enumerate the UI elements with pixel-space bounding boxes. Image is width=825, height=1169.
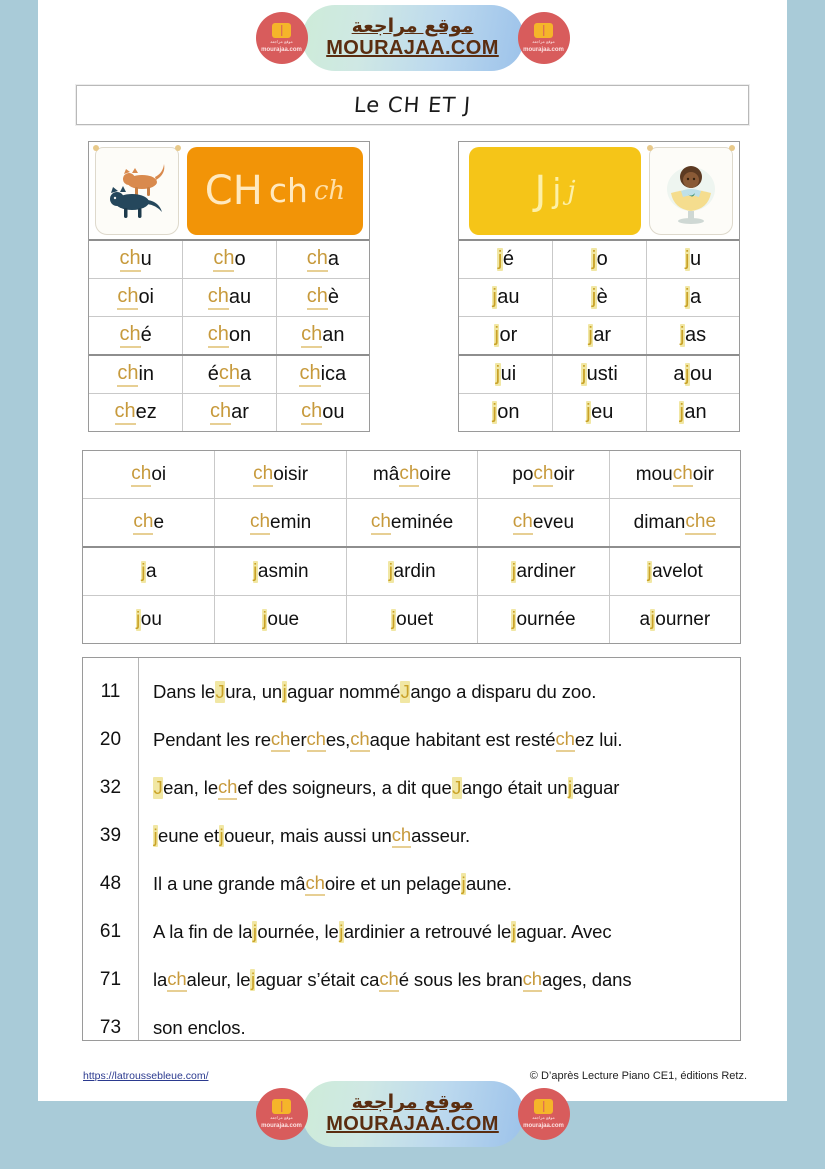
page-title: Le CH ET J (353, 93, 472, 117)
syllable-cell[interactable] (552, 356, 645, 393)
syllable-cell[interactable] (182, 279, 275, 316)
highlighted-grapheme: j (339, 921, 344, 942)
syllable-cell[interactable] (276, 317, 369, 354)
syllable-prefix: a (639, 608, 651, 630)
word-cell[interactable] (477, 499, 608, 546)
syllable-cell[interactable] (276, 279, 369, 316)
syllable-rest: ez (135, 401, 157, 423)
syllable-rest: an (322, 324, 345, 346)
word-cell[interactable] (346, 596, 477, 643)
syllable-rest: é (502, 248, 514, 270)
syllable-rest: e (153, 511, 165, 533)
syllable-rest: ardiner (516, 560, 576, 582)
syllable-rest: o (234, 248, 246, 270)
badge-arabic-label: موقع مراجعة (270, 1115, 293, 1121)
passage-line-number: 11 (100, 681, 121, 702)
passage-text: ango était un (461, 777, 568, 798)
highlighted-grapheme: j (591, 286, 597, 308)
passage-text: ez lui. (574, 729, 623, 750)
syllable-rest: ar (231, 401, 249, 423)
word-row (83, 451, 740, 498)
word-cell[interactable] (214, 548, 345, 595)
word-row (83, 595, 740, 643)
highlighted-grapheme: J (452, 777, 462, 798)
passage-line (153, 860, 732, 908)
highlighted-grapheme: j (650, 608, 655, 630)
highlighted-grapheme: j (141, 560, 146, 582)
highlighted-grapheme: j (679, 401, 684, 423)
badge-site-label: mourajaa.com (261, 1122, 302, 1129)
passage-text: son enclos. (153, 1017, 246, 1038)
syllable-rest: è (327, 286, 339, 308)
highlighted-grapheme: ch (392, 824, 411, 848)
syllable-rest: as (684, 324, 707, 346)
highlighted-grapheme: J (215, 681, 225, 702)
syllable-cell[interactable] (89, 241, 182, 278)
highlighted-grapheme: ch (371, 511, 391, 535)
passage-text: oueur, mais aussi un (224, 825, 392, 846)
syllable-cell[interactable] (89, 356, 182, 393)
syllable-rest: a (327, 248, 339, 270)
highlighted-grapheme: j (495, 363, 501, 385)
watermark-arabic: موقع مراجعة (351, 15, 474, 38)
syllable-rest: oir (553, 463, 575, 485)
passage-line-number: 73 (99, 1017, 122, 1038)
highlighted-grapheme: j (253, 560, 258, 582)
highlighted-grapheme: ch (350, 728, 369, 752)
syllable-cell[interactable] (182, 317, 275, 354)
passage-text: aleur, le (186, 969, 251, 990)
syllable-cell[interactable] (182, 356, 275, 393)
passage-line-numbers (83, 658, 139, 1040)
syllable-rest: ardin (393, 560, 436, 582)
syllable-row (459, 241, 739, 278)
passage-text: aguar nommé (287, 681, 401, 702)
word-cell[interactable] (214, 451, 345, 498)
highlighted-grapheme: ch (208, 323, 229, 348)
highlighted-grapheme: j (262, 608, 267, 630)
syllable-rest: in (138, 363, 155, 385)
passage-text: Dans le (153, 681, 216, 702)
highlighted-grapheme: ch (523, 968, 542, 992)
highlighted-grapheme: j (219, 825, 224, 846)
passage-text: ages, dans (542, 969, 632, 990)
j-syllable-rows (459, 241, 739, 431)
highlighted-grapheme: ch (115, 400, 136, 425)
highlighted-grapheme: ch (250, 511, 270, 535)
highlighted-grapheme: ch (399, 463, 419, 487)
passage-text: ango a disparu du zoo. (410, 681, 597, 702)
syllable-rest: a (146, 560, 157, 582)
word-cell[interactable] (609, 548, 740, 595)
passage-text: eune et (158, 825, 220, 846)
passage-text: ean, le (163, 777, 219, 798)
watermark-site: MOURAJAA.COM (326, 36, 499, 59)
syllable-cell[interactable] (459, 394, 552, 431)
j-uppercase: J (534, 167, 547, 214)
highlighted-grapheme: J (400, 681, 410, 702)
syllable-cell[interactable] (552, 317, 645, 354)
highlighted-grapheme: ch (219, 362, 240, 387)
passage-line-number: 32 (99, 777, 122, 798)
syllable-cell[interactable] (89, 317, 182, 354)
highlighted-grapheme: j (685, 363, 690, 385)
syllable-cell[interactable] (459, 241, 552, 278)
syllable-prefix: mâ (372, 463, 400, 485)
highlighted-grapheme: j (586, 401, 591, 423)
badge-site-label: mourajaa.com (261, 46, 302, 53)
syllable-rest: u (140, 248, 152, 270)
child-in-cup-icon (659, 155, 723, 227)
syllable-cell[interactable] (276, 241, 369, 278)
passage-line (153, 1004, 732, 1052)
badge-site-label: mourajaa.com (523, 1122, 564, 1129)
word-cell[interactable] (609, 499, 740, 546)
syllable-row (89, 278, 369, 316)
highlighted-grapheme: ch (120, 247, 141, 272)
syllable-cell[interactable] (646, 394, 739, 431)
j-header (459, 142, 739, 241)
syllable-rest: a (689, 286, 702, 308)
highlighted-grapheme: J (153, 777, 163, 798)
word-cell[interactable] (346, 451, 477, 498)
syllable-rest: ou (140, 608, 162, 630)
badge-site-label: mourajaa.com (523, 46, 564, 53)
syllable-rest: avelot (652, 560, 703, 582)
highlighted-grapheme: j (591, 248, 597, 270)
two-cats-icon (102, 160, 172, 222)
highlighted-grapheme: j (492, 401, 497, 423)
passage-line-number: 39 (99, 825, 122, 846)
highlighted-grapheme: ch (533, 463, 553, 487)
word-cell[interactable] (83, 451, 214, 498)
ch-cursive: ch (313, 175, 346, 206)
syllable-cell[interactable] (552, 279, 645, 316)
syllable-prefix: é (207, 363, 219, 385)
highlighted-grapheme: j (581, 363, 587, 385)
syllable-cell[interactable] (459, 317, 552, 354)
highlighted-grapheme: j (388, 560, 393, 582)
word-cell[interactable] (477, 548, 608, 595)
passage-text: aguar s’était ca (255, 969, 380, 990)
book-icon (272, 1099, 291, 1114)
highlighted-grapheme: ch (218, 776, 237, 800)
highlighted-grapheme: j (685, 248, 690, 270)
word-cell[interactable] (346, 548, 477, 595)
syllable-row (459, 354, 739, 393)
syllable-rest: oi (151, 463, 167, 485)
highlighted-grapheme: ch (131, 463, 151, 487)
syllable-rest: ournée (516, 608, 576, 630)
ch-uppercase: CH (204, 167, 263, 214)
reading-passage (82, 657, 741, 1041)
syllable-rest: oisir (273, 463, 309, 485)
ch-letter-panel (187, 147, 363, 235)
ch-header (89, 142, 369, 241)
highlighted-grapheme: j (647, 560, 652, 582)
passage-text: aguar. Avec (516, 921, 612, 942)
highlighted-grapheme: ch (556, 728, 575, 752)
passage-text: er (290, 729, 307, 750)
syllable-rest: è (596, 286, 608, 308)
passage-text: aune. (465, 873, 512, 894)
passage-line (153, 956, 732, 1004)
passage-text: ournée, le (257, 921, 339, 942)
highlighted-grapheme: ch (120, 323, 141, 348)
syllable-rest: o (596, 248, 608, 270)
j-lowercase: j (552, 171, 562, 210)
word-cell[interactable] (214, 596, 345, 643)
syllable-cell[interactable] (182, 241, 275, 278)
syllable-prefix: mou (635, 463, 673, 485)
syllable-rest: ourner (655, 608, 711, 630)
highlighted-grapheme: j (511, 560, 516, 582)
syllable-rest: or (499, 324, 518, 346)
passage-line-number: 61 (99, 921, 122, 942)
highlighted-grapheme: ch (167, 968, 186, 992)
syllable-cell[interactable] (276, 356, 369, 393)
highlighted-grapheme: ch (271, 728, 290, 752)
highlighted-grapheme: ch (133, 511, 153, 535)
highlighted-grapheme: j (461, 873, 466, 894)
syllable-rest: ar (593, 324, 612, 346)
syllable-row (459, 316, 739, 354)
syllable-cell[interactable] (459, 279, 552, 316)
syllable-rest: an (684, 401, 707, 423)
highlighted-grapheme: j (511, 921, 516, 942)
word-cell[interactable] (609, 596, 740, 643)
syllable-rest: eminée (390, 511, 454, 533)
highlighted-grapheme: ch (253, 463, 273, 487)
highlighted-grapheme: ch (208, 285, 229, 310)
passage-line-number: 71 (99, 969, 122, 990)
syllable-row (89, 241, 369, 278)
highlighted-grapheme: j (588, 324, 593, 346)
passage-text: Pendant les re (153, 729, 271, 750)
highlighted-grapheme: j (153, 825, 158, 846)
syllable-rest: au (497, 286, 520, 308)
highlighted-grapheme: ch (213, 247, 234, 272)
cats-illustration-card (95, 147, 179, 235)
badge-arabic-label: موقع مراجعة (532, 39, 555, 45)
highlighted-grapheme: j (391, 608, 396, 630)
passage-text: aque habitant est resté (369, 729, 556, 750)
syllable-cell[interactable] (646, 356, 739, 393)
word-cell[interactable] (609, 451, 740, 498)
book-icon (534, 1099, 553, 1114)
word-cell[interactable] (83, 499, 214, 546)
highlighted-grapheme: j (511, 608, 516, 630)
syllable-rest: a (240, 363, 252, 385)
syllable-cell[interactable] (552, 394, 645, 431)
syllable-cell[interactable] (646, 279, 739, 316)
passage-text: asseur. (411, 825, 471, 846)
syllable-cell[interactable] (646, 241, 739, 278)
syllable-row (89, 354, 369, 393)
highlighted-grapheme: ch (117, 285, 138, 310)
word-row (83, 546, 740, 595)
passage-line-number: 48 (99, 873, 122, 894)
highlighted-grapheme: ch (307, 728, 326, 752)
syllable-rest: ouet (396, 608, 434, 630)
source-link[interactable]: https://latroussebleue.com/ (83, 1070, 209, 1082)
highlighted-grapheme: j (250, 969, 255, 990)
highlighted-grapheme: j (252, 921, 257, 942)
passage-text-lines (139, 658, 740, 1040)
passage-line (153, 908, 732, 956)
syllable-rest: emin (270, 511, 312, 533)
syllable-rest: ica (320, 363, 347, 385)
passage-text: ef des soigneurs, a dit que (237, 777, 452, 798)
syllable-rest: au (228, 286, 252, 308)
syllable-rest: oire (419, 463, 452, 485)
syllable-cell[interactable] (646, 317, 739, 354)
highlighted-grapheme: j (136, 608, 141, 630)
passage-text: é sous les bran (398, 969, 523, 990)
word-table (82, 450, 741, 644)
watermark-site: MOURAJAA.COM (326, 1112, 499, 1135)
syllable-cell[interactable] (552, 241, 645, 278)
copyright-credit: © D’après Lecture Piano CE1, éditions Retz. (529, 1070, 747, 1082)
highlighted-grapheme: j (680, 324, 685, 346)
passage-text: es, (325, 729, 351, 750)
highlighted-grapheme: j (492, 286, 497, 308)
syllable-row (459, 278, 739, 316)
syllable-prefix: a (673, 363, 685, 385)
highlighted-grapheme: ch (299, 362, 320, 387)
j-letter-panel (469, 147, 641, 235)
word-cell[interactable] (214, 499, 345, 546)
syllable-rest: ou (322, 401, 345, 423)
syllable-rest: ou (689, 363, 713, 385)
syllable-rest: ui (500, 363, 517, 385)
syllable-rest: on (228, 324, 252, 346)
syllable-cell[interactable] (182, 394, 275, 431)
highlighted-grapheme: ch (379, 968, 398, 992)
syllable-row (89, 316, 369, 354)
passage-line (153, 764, 732, 812)
syllable-prefix: po (512, 463, 534, 485)
highlighted-grapheme: ch (210, 400, 231, 425)
passage-text: oire et un pelage (324, 873, 461, 894)
passage-text: aguar (572, 777, 620, 798)
passage-line-number: 20 (99, 729, 122, 750)
word-cell[interactable] (83, 596, 214, 643)
ch-lowercase: ch (268, 171, 308, 210)
word-cell[interactable] (477, 596, 608, 643)
syllable-cell[interactable] (459, 356, 552, 393)
highlighted-grapheme: ch (307, 285, 328, 310)
syllable-rest: eveu (532, 511, 575, 533)
highlighted-grapheme: j (685, 286, 690, 308)
syllable-rest: é (140, 324, 152, 346)
passage-line (153, 812, 732, 860)
j-sound-table (458, 141, 740, 432)
syllable-rest: oir (692, 463, 714, 485)
syllable-row (459, 393, 739, 431)
syllable-rest: asmin (257, 560, 309, 582)
j-cursive: j (567, 175, 576, 206)
passage-text: ardinier a retrouvé le (343, 921, 512, 942)
syllable-rest: eu (591, 401, 614, 423)
ch-sound-table (88, 141, 370, 432)
badge-arabic-label: موقع مراجعة (270, 39, 293, 45)
highlighted-grapheme: ch (307, 247, 328, 272)
highlighted-grapheme: ch (301, 400, 322, 425)
syllable-cell[interactable] (89, 394, 182, 431)
syllable-rest: u (689, 248, 702, 270)
highlighted-grapheme: ch (513, 511, 533, 535)
highlighted-grapheme: j (568, 777, 573, 798)
highlighted-grapheme: j (497, 248, 503, 270)
passage-text: A la fin de la (153, 921, 253, 942)
highlighted-grapheme: j (282, 681, 287, 702)
highlighted-grapheme: che (685, 511, 716, 535)
worksheet-title-box (76, 85, 749, 125)
watermark-arabic: موقع مراجعة (351, 1091, 474, 1114)
highlighted-grapheme: ch (305, 872, 324, 896)
syllable-rest: usti (586, 363, 618, 385)
syllable-rest: on (497, 401, 520, 423)
passage-text: Il a une grande mâ (153, 873, 306, 894)
syllable-prefix: diman (633, 511, 686, 533)
passage-line (153, 668, 732, 716)
highlighted-grapheme: ch (301, 323, 322, 348)
word-cell[interactable] (477, 451, 608, 498)
highlighted-grapheme: ch (117, 362, 138, 387)
badge-arabic-label: موقع مراجعة (532, 1115, 555, 1121)
syllable-cell[interactable] (89, 279, 182, 316)
passage-line (153, 716, 732, 764)
passage-text: la (153, 969, 168, 990)
child-ice-cream-illustration-card (649, 147, 733, 235)
word-cell[interactable] (83, 548, 214, 595)
word-cell[interactable] (346, 499, 477, 546)
syllable-cell[interactable] (276, 394, 369, 431)
syllable-row (89, 393, 369, 431)
syllable-rest: oue (267, 608, 300, 630)
ch-syllable-rows (89, 241, 369, 431)
highlighted-grapheme: j (494, 324, 499, 346)
word-row (83, 498, 740, 546)
passage-text: ura, un (225, 681, 283, 702)
syllable-rest: oi (138, 286, 155, 308)
highlighted-grapheme: ch (673, 463, 693, 487)
